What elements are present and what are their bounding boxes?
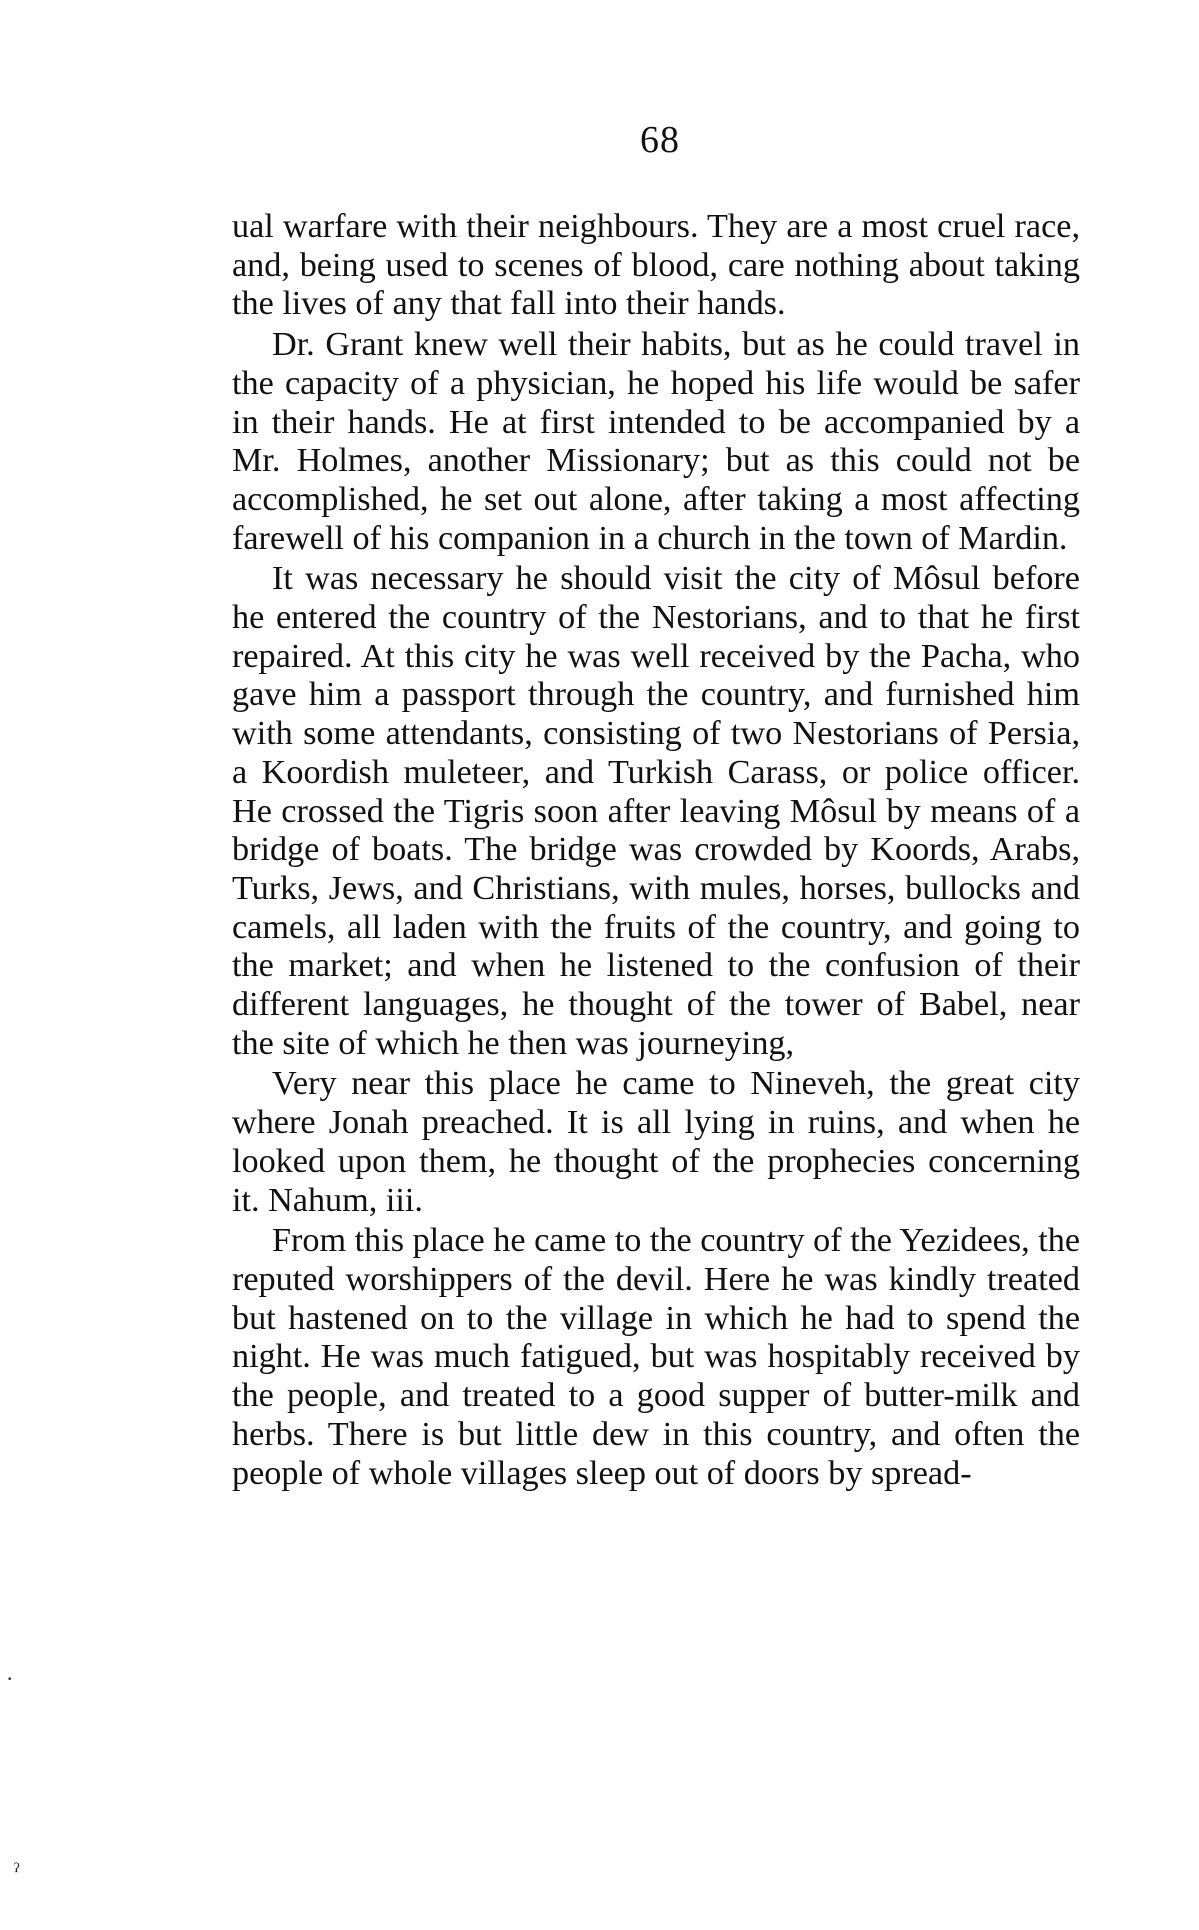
page-number: 68 (640, 119, 680, 161)
paragraph-3: It was necessary he should visit the city of Môsul before he entered the country of the Nestorians, and to that he first repaired. At this city he was well received by the Pacha, who gave him a passport through the country, and furnished him with some attendants, consisting of two Nestorians of Persia, a Koordish muleteer, and Turkish Carass, or police officer. He crossed the Tigris soon after leaving Môsul by means of a bridge of boats. The bridge was crowded by Koords, Arabs, Turks, Jews, and Christians, with mules, horses, bullocks and camels, all laden with the fruits of the country, and going to the market; and when he listened to the confusion of their different languages, he thought of the tower of Babel, near the site of which he then was journeying, (232, 560, 1080, 1062)
paragraph-4: Very near this place he came to Nineveh, the great city where Jonah preached. It is all lying in ruins, and when he looked upon them, he thought of the prophecies concerning it. Nahum, iii. (232, 1065, 1080, 1219)
margin-speck: · (6, 1666, 14, 1691)
paragraph-1: ual warfare with their neighbours. They are a most cruel race, and, being used to scenes of blood, care nothing about taking the lives of any that fall into their hands. (232, 208, 1080, 323)
paragraph-2: Dr. Grant knew well their habits, but as he could travel in the capacity of a physician, he hoped his life would be safer in their hands. He at first intended to be accompanied by a Mr. Holmes, another Missionary; but as this could not be accomplished, he set out alone, after taking a most affecting farewell of his companion in a church in the town of Mardin. (232, 326, 1080, 557)
paragraph-5: From this place he came to the country of the Yezidees, the reputed worshippers of the devil. Here he was kindly treated but hastened on to the village in which he had to spend the night. He was much fatigued, but was hospitably received by the people, and treated to a good supper of butter-milk and herbs. There is but little dew in this country, and often the people of whole villages sleep out of doors by spread- (232, 1222, 1080, 1492)
page-body-text (232, 208, 1080, 1493)
margin-speck: ˀ (14, 1858, 20, 1883)
